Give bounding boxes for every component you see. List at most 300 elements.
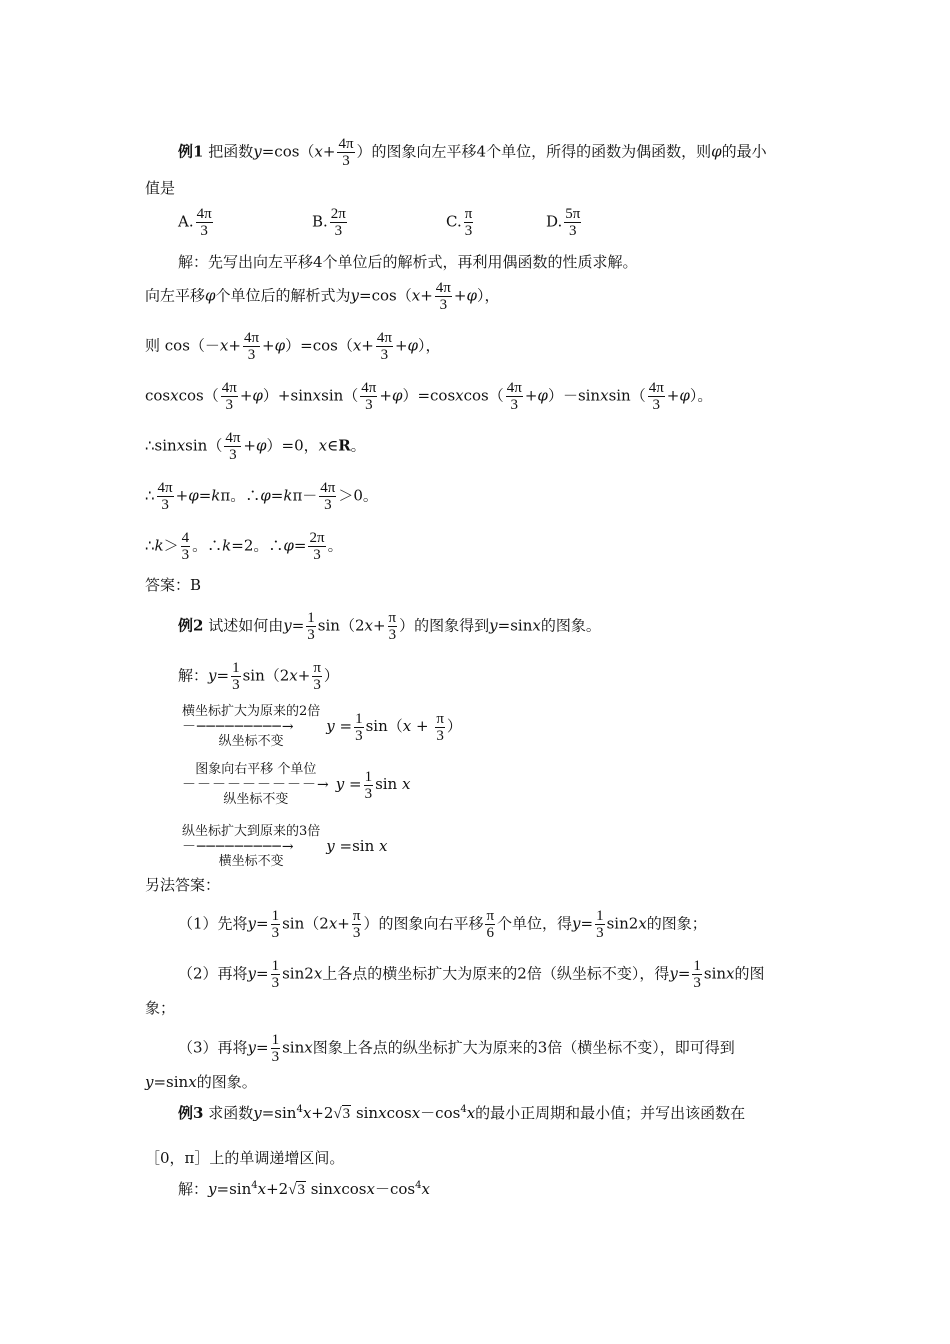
denominator: 3 (596, 925, 604, 941)
numerator: 1 (271, 958, 280, 974)
text: =cos（ (359, 286, 412, 305)
var: y (145, 1073, 154, 1091)
fraction (388, 610, 398, 643)
text: sin（ (321, 386, 359, 405)
var: y (253, 142, 262, 161)
text: 上各点的横坐标扩大为原来的2倍（纵坐标不变），得 (322, 964, 670, 983)
text: = (293, 536, 307, 555)
exponent: 4 (251, 1180, 258, 1191)
var: x (726, 964, 735, 983)
var: x (455, 386, 464, 405)
text: 的图象。 (196, 1073, 257, 1091)
text: cos (386, 1104, 412, 1122)
text: sin（2 (317, 616, 365, 635)
denominator: 3 (439, 297, 448, 313)
text: = (198, 486, 212, 505)
text: = (216, 666, 230, 685)
text: ）的图象向左平移4个单位，所得的函数为偶函数，则 (356, 142, 712, 161)
text: =cos（ (261, 142, 315, 161)
var: x (289, 666, 298, 685)
denominator: 3 (271, 975, 280, 991)
numerator: π (436, 710, 444, 727)
ex2-alt-heading: 另法答案： (145, 876, 221, 894)
text: ）， (476, 286, 500, 305)
numerator: 1 (271, 908, 280, 924)
label: B. (312, 212, 328, 231)
text: ）=cos（ (285, 336, 353, 355)
var: x (312, 386, 322, 405)
fraction (196, 206, 213, 239)
ex1-solution-intro: 解：先写出向左平移4个单位后的解析式，再利用偶函数的性质求解。 (178, 253, 638, 271)
var: y (669, 964, 678, 983)
denominator: 3 (225, 397, 234, 413)
ex2-solution (178, 660, 339, 693)
text: + (262, 336, 275, 355)
text: ∈ (327, 436, 339, 455)
denominator: 3 (271, 925, 280, 941)
text: + (337, 914, 350, 933)
exponent: 4 (415, 1180, 422, 1191)
numerator: 1 (693, 958, 701, 974)
fraction (564, 206, 581, 239)
label: A. (178, 212, 194, 231)
text: （2）再将 (178, 964, 248, 983)
text: + (420, 286, 433, 305)
fraction (376, 330, 393, 363)
fraction (271, 908, 281, 941)
fraction (506, 380, 523, 413)
var: x (411, 1104, 421, 1122)
denominator: 3 (334, 223, 343, 239)
denominator: 3 (464, 223, 473, 239)
var: x (402, 717, 412, 735)
fraction (157, 480, 174, 513)
text: （3）再将 (178, 1038, 248, 1057)
transform-arrow (182, 762, 330, 808)
var: x (532, 616, 541, 635)
denominator: 3 (365, 397, 373, 413)
numerator: 1 (596, 908, 604, 924)
real-set: R (338, 436, 351, 455)
var: x (176, 436, 186, 455)
option-a (178, 206, 215, 239)
fraction (595, 908, 605, 941)
fraction (364, 769, 374, 802)
var: y (208, 1180, 217, 1198)
option-d (546, 206, 583, 239)
ex3-title-cont: ［0，π］上的单调递增区间。 (145, 1149, 345, 1167)
fraction (360, 380, 377, 413)
ex1-step1 (145, 280, 499, 313)
denominator: 3 (380, 347, 389, 363)
fraction (243, 330, 260, 363)
exponent: 4 (460, 1104, 467, 1115)
text: sin (355, 1104, 379, 1122)
text: 求函数 (208, 1104, 254, 1122)
alt-step3 (178, 1032, 735, 1065)
example-label: 例1 (178, 142, 204, 161)
var: x (466, 1104, 476, 1122)
text: 解： (178, 1180, 209, 1198)
fraction (352, 908, 362, 941)
text: 解： (178, 666, 209, 685)
var: y (253, 1104, 262, 1122)
text: sin (282, 1038, 305, 1057)
text: = (334, 717, 353, 735)
fraction (319, 480, 336, 513)
text: sin (703, 964, 727, 983)
var: y (247, 964, 257, 983)
var: φ (679, 386, 690, 405)
var: x (188, 1073, 197, 1091)
text: = (344, 775, 362, 793)
numerator: 4π (338, 136, 354, 152)
text: ）=0， (266, 436, 319, 455)
label: D. (546, 212, 563, 231)
var: y (326, 837, 335, 855)
transform-step3 (182, 824, 388, 870)
numerator: 4π (225, 430, 241, 446)
text: ）=cos (402, 386, 456, 405)
alt-step1 (178, 908, 707, 941)
text: ∴ (145, 486, 155, 505)
fraction (692, 958, 702, 991)
var: k (283, 486, 293, 505)
text: + (243, 436, 256, 455)
denominator: 3 (324, 497, 332, 513)
fraction (271, 958, 281, 991)
text: sin（2 (282, 914, 329, 933)
var: x (304, 1038, 313, 1057)
arrow-shaft: －─────────→ (182, 719, 295, 735)
text: sin（ (365, 717, 403, 735)
numerator: 1 (307, 610, 315, 626)
text: ＞0。 (338, 486, 378, 505)
fraction (224, 430, 241, 463)
var: y (247, 914, 257, 933)
text: + (394, 336, 408, 355)
fraction (306, 610, 316, 643)
var: y (350, 286, 360, 305)
var: φ (188, 486, 199, 505)
var: φ (274, 336, 286, 355)
text: + (666, 386, 680, 405)
var: k (222, 536, 232, 555)
var: φ (205, 286, 216, 305)
example-label: 例2 (178, 616, 204, 635)
fraction (354, 711, 364, 744)
var: φ (260, 486, 271, 505)
var: x (170, 386, 179, 405)
text: ）的图象向右平移 (363, 914, 484, 933)
text: = (256, 964, 269, 983)
text: ） (446, 717, 462, 735)
var: φ (252, 386, 263, 405)
denominator: 3 (436, 727, 444, 744)
denominator: 3 (232, 677, 240, 693)
fraction (312, 660, 322, 693)
numerator: 4π (506, 380, 522, 396)
var: k (154, 536, 164, 555)
text: =sin (153, 1073, 189, 1091)
text: cos (341, 1180, 367, 1198)
alt-step2-cont: 象； (145, 999, 176, 1017)
denominator: 3 (352, 925, 361, 941)
numerator: π (486, 908, 495, 924)
var: k (211, 486, 221, 505)
numerator: 2π (330, 206, 346, 222)
var: x (379, 837, 388, 855)
fraction (221, 380, 238, 413)
text: 把函数 (208, 142, 254, 161)
ex2-title (178, 610, 601, 643)
text: + (175, 486, 189, 505)
fraction (485, 908, 495, 941)
text: =2。∴ (231, 536, 284, 555)
denominator: 3 (693, 975, 701, 991)
text: cos（ (463, 386, 504, 405)
text: cos (145, 386, 171, 405)
numerator: 4 (181, 530, 190, 546)
numerator: 1 (232, 660, 240, 676)
denominator: 3 (247, 347, 256, 363)
alt-step2 (178, 958, 765, 991)
text: + (239, 386, 253, 405)
ex1-step6 (145, 530, 343, 563)
transform-step2 (182, 762, 410, 808)
numerator: 1 (355, 710, 363, 727)
var: x (402, 775, 411, 793)
denominator: 3 (161, 497, 169, 513)
var: φ (537, 386, 548, 405)
var: y (208, 666, 217, 685)
numerator: π (313, 660, 321, 676)
var: x (318, 436, 328, 455)
text: sin2 (606, 914, 639, 933)
sqrt: √3 (288, 1182, 305, 1198)
example-label: 例3 (178, 1104, 204, 1122)
text: 图象向右平移 个单位 (195, 762, 317, 777)
denominator: 3 (355, 727, 363, 744)
text: ）的图象得到 (399, 616, 490, 635)
text: +2 (311, 1104, 334, 1122)
numerator: 4π (196, 206, 212, 222)
denominator: 3 (229, 447, 237, 463)
text: π。∴ (220, 486, 261, 505)
ex1-step2 (145, 330, 441, 363)
ex3-title (178, 1100, 745, 1124)
var: x (352, 336, 362, 355)
denominator: 3 (342, 153, 350, 169)
var: φ (407, 336, 419, 355)
text: + (379, 386, 392, 405)
fraction (271, 1032, 281, 1065)
fraction (435, 280, 452, 313)
text: + (453, 286, 467, 305)
text: sin（2 (242, 666, 290, 685)
denominator: 3 (181, 547, 190, 563)
arrow-top-label: 纵坐标扩大到原来的3倍 (182, 824, 321, 839)
var: y (489, 616, 498, 635)
text: 个单位后的解析式为 (215, 286, 351, 305)
numerator: 4π (361, 380, 377, 396)
text: =sin (334, 837, 380, 855)
text: ） (323, 666, 339, 685)
denominator: 3 (569, 223, 577, 239)
text: ＞ (163, 536, 179, 555)
denominator: 3 (510, 397, 519, 413)
var: x (378, 1104, 387, 1122)
text: 则 cos（－ (145, 336, 220, 355)
denominator: 3 (388, 627, 397, 643)
text: 试述如何由 (208, 616, 284, 635)
numerator: 5π (565, 206, 581, 222)
var: x (314, 142, 323, 161)
fraction (337, 136, 354, 169)
text: ）。 (689, 386, 713, 405)
alt-step3-cont (145, 1072, 257, 1092)
denominator: 3 (364, 785, 373, 802)
denominator: 3 (271, 1049, 280, 1065)
denominator: 3 (652, 397, 660, 413)
numerator: 4π (221, 380, 237, 396)
var: y (326, 717, 335, 735)
text: + (297, 666, 311, 685)
sqrt: √3 (333, 1106, 351, 1122)
var: x (219, 336, 229, 355)
var: y (283, 616, 292, 635)
text: cos（ (178, 386, 219, 405)
text: 向左平移 (145, 286, 206, 305)
radicand: 3 (342, 1106, 351, 1122)
text: sin (375, 775, 402, 793)
arrow-bottom-label: 纵坐标不变 (218, 734, 284, 749)
text: + (361, 336, 374, 355)
arrow-shaft: －－－－－－－－－→ (182, 777, 330, 793)
text: π－ (292, 486, 318, 505)
var: y (335, 775, 345, 793)
text: －cos (374, 1180, 416, 1198)
text: sin（ (185, 436, 223, 455)
numerator: 1 (271, 1032, 280, 1048)
arrow-bottom-label: 横坐标不变 (218, 854, 284, 869)
text: =sin (261, 1104, 297, 1122)
denominator: 3 (313, 547, 321, 563)
ex1-step5 (145, 480, 378, 513)
text: 的图 (734, 964, 765, 983)
var: φ (466, 286, 477, 305)
text: 的最小正周期和最小值；并写出该函数在 (475, 1104, 746, 1122)
var: x (328, 914, 338, 933)
arrow-shaft: －─────────→ (182, 839, 295, 855)
denominator: 3 (313, 677, 321, 693)
text: 个单位，得 (497, 914, 573, 933)
var: y (572, 914, 581, 933)
text: （1）先将 (178, 914, 248, 933)
transform-arrow (182, 704, 320, 750)
text: sin2 (282, 964, 314, 983)
var: x (411, 286, 421, 305)
var: φ (283, 536, 294, 555)
text: ∴sin (145, 436, 177, 455)
text: 。 (350, 436, 366, 455)
text: = (270, 486, 284, 505)
text: ）－sin (547, 386, 601, 405)
text: ∴ (145, 536, 155, 555)
text: + (322, 142, 336, 161)
ex1-line2: 值是 (145, 179, 176, 197)
text: + (524, 386, 538, 405)
fraction (464, 206, 474, 239)
fraction (435, 711, 445, 744)
text: = (256, 914, 269, 933)
numerator: 4π (320, 480, 336, 496)
text: 。∴ (192, 536, 223, 555)
option-b (312, 206, 349, 239)
text: ）， (418, 336, 441, 355)
numerator: 4π (243, 330, 260, 346)
text: ）+sin (262, 386, 313, 405)
text: 的图象。 (540, 616, 601, 635)
fraction (231, 660, 241, 693)
var: x (257, 1180, 267, 1198)
ex1-step4 (145, 430, 366, 463)
text: +2 (266, 1180, 289, 1198)
numerator: 4π (376, 330, 392, 346)
denominator: 6 (486, 925, 494, 941)
fraction (181, 530, 191, 563)
ex1-line1 (178, 136, 767, 169)
radicand: 3 (297, 1182, 305, 1198)
text: = (677, 964, 691, 983)
var: φ (255, 436, 267, 455)
arrow-bottom-label: 纵坐标不变 (223, 792, 289, 807)
text: sin (310, 1180, 333, 1198)
fraction (330, 206, 347, 239)
numerator: 2π (309, 530, 325, 546)
var: x (364, 616, 373, 635)
numerator: 4π (435, 280, 451, 296)
ex1-step3 (145, 380, 712, 413)
numerator: 1 (364, 768, 373, 785)
transform-arrow (182, 824, 320, 870)
arrow-top-label (182, 762, 330, 778)
numerator: π (352, 908, 361, 924)
transform-step1 (182, 704, 462, 750)
denominator: 3 (200, 223, 208, 239)
text: 。 (327, 536, 343, 555)
var: x (332, 1180, 342, 1198)
var: x (366, 1180, 375, 1198)
label: C. (446, 212, 462, 231)
text: = (580, 914, 594, 933)
exponent: 4 (296, 1104, 303, 1115)
numerator: π (464, 206, 473, 222)
numerator: 4π (648, 380, 664, 396)
arrow-top-label: 横坐标扩大为原来的2倍 (182, 704, 321, 719)
text: =sin (216, 1180, 252, 1198)
var: x (638, 914, 647, 933)
text: 的图象； (646, 914, 707, 933)
numerator: π (388, 610, 397, 626)
var: φ (711, 142, 722, 161)
text: + (411, 717, 434, 735)
text: －cos (420, 1104, 461, 1122)
var: x (421, 1180, 430, 1198)
denominator: 3 (307, 627, 315, 643)
var: x (600, 386, 609, 405)
ex3-solution (178, 1176, 430, 1200)
